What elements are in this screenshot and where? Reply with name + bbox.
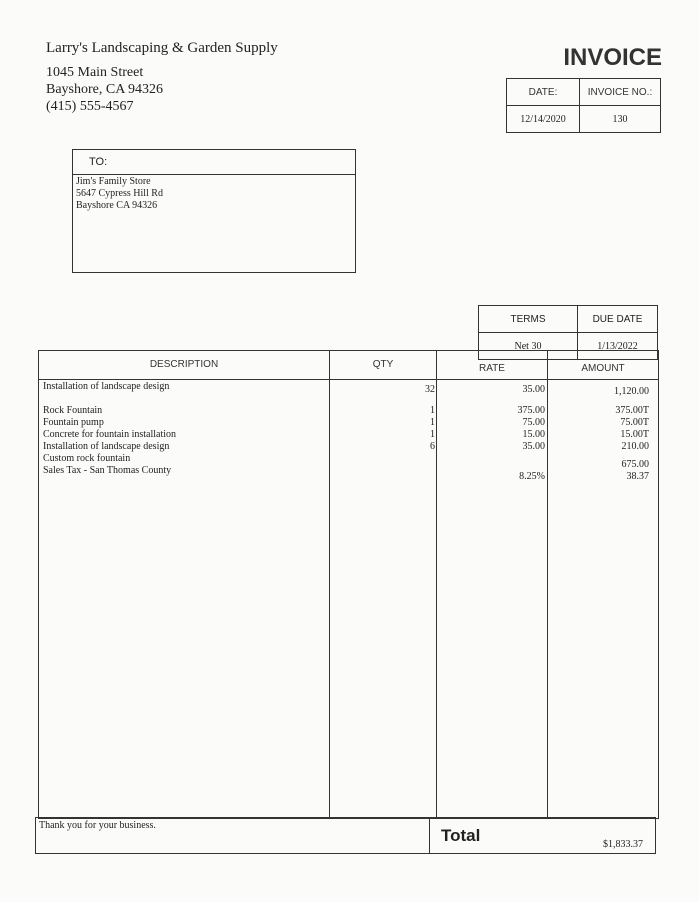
column-header-rate: RATE bbox=[479, 363, 505, 374]
total-amount: $1,833.37 bbox=[603, 839, 643, 850]
item-amount: 675.00 bbox=[621, 459, 649, 470]
item-qty: 6 bbox=[430, 441, 435, 452]
column-header-description: DESCRIPTION bbox=[149, 359, 219, 370]
due-date-value: 1/13/2022 bbox=[578, 333, 658, 360]
vendor-street: 1045 Main Street bbox=[46, 65, 144, 80]
item-description: Installation of landscape design bbox=[43, 381, 170, 392]
invoice-title: INVOICE bbox=[563, 44, 662, 71]
vendor-city: Bayshore, CA 94326 bbox=[46, 82, 164, 97]
thank-you-note: Thank you for your business. bbox=[39, 820, 156, 831]
line-items-table bbox=[38, 350, 659, 819]
bill-to-line: Jim's Family Store bbox=[76, 176, 151, 187]
item-amount: 1,120.00 bbox=[614, 386, 649, 397]
vendor-phone: (415) 555-4567 bbox=[46, 99, 134, 114]
due-date-label: DUE DATE bbox=[578, 306, 658, 333]
table-row bbox=[39, 453, 658, 470]
item-amount: 210.00 bbox=[621, 441, 649, 452]
bill-to-box bbox=[72, 149, 356, 273]
table-row bbox=[39, 381, 658, 397]
invoice-date: 12/14/2020 bbox=[507, 106, 580, 133]
item-description: Sales Tax - San Thomas County bbox=[43, 465, 172, 476]
item-rate: 35.00 bbox=[522, 441, 545, 452]
bill-to-label: TO: bbox=[73, 150, 355, 175]
item-description: Installation of landscape design bbox=[43, 441, 170, 452]
item-qty: 1 bbox=[430, 429, 435, 440]
item-amount: 38.37 bbox=[626, 471, 649, 482]
total-label: Total bbox=[441, 826, 481, 845]
table-row bbox=[39, 405, 658, 417]
item-description: Custom rock fountain bbox=[43, 453, 131, 464]
date-label: DATE: bbox=[507, 79, 580, 106]
item-description: Concrete for fountain installation bbox=[43, 429, 177, 440]
item-rate: 8.25% bbox=[519, 471, 545, 482]
item-amount: 15.00T bbox=[620, 429, 649, 440]
item-qty: 32 bbox=[425, 384, 435, 395]
item-amount: 75.00T bbox=[620, 417, 649, 428]
bill-to-line: 5647 Cypress Hill Rd bbox=[76, 188, 163, 199]
invoice-meta-table bbox=[506, 78, 661, 133]
bill-to-line: Bayshore CA 94326 bbox=[76, 200, 158, 211]
terms-label: TERMS bbox=[479, 306, 578, 333]
terms-value: Net 30 bbox=[479, 333, 578, 360]
column-header-qty: QTY bbox=[372, 359, 394, 370]
table-row bbox=[39, 417, 658, 429]
item-amount: 375.00T bbox=[615, 405, 649, 416]
item-rate: 35.00 bbox=[522, 384, 545, 395]
column-header-amount: AMOUNT bbox=[581, 363, 625, 374]
table-row bbox=[39, 441, 658, 453]
item-qty: 1 bbox=[430, 405, 435, 416]
invoice-number: 130 bbox=[580, 106, 661, 133]
invoice-footer bbox=[35, 817, 656, 854]
item-description: Fountain pump bbox=[43, 417, 104, 428]
item-rate: 15.00 bbox=[522, 429, 545, 440]
item-qty: 1 bbox=[430, 417, 435, 428]
footer-divider bbox=[429, 818, 430, 853]
table-row bbox=[39, 429, 658, 441]
item-rate: 75.00 bbox=[522, 417, 545, 428]
item-description: Rock Fountain bbox=[43, 405, 103, 416]
invoice-number-label: INVOICE NO.: bbox=[580, 79, 661, 106]
item-rate: 375.00 bbox=[517, 405, 545, 416]
vendor-name: Larry's Landscaping & Garden Supply bbox=[46, 40, 278, 56]
table-row bbox=[39, 465, 658, 482]
